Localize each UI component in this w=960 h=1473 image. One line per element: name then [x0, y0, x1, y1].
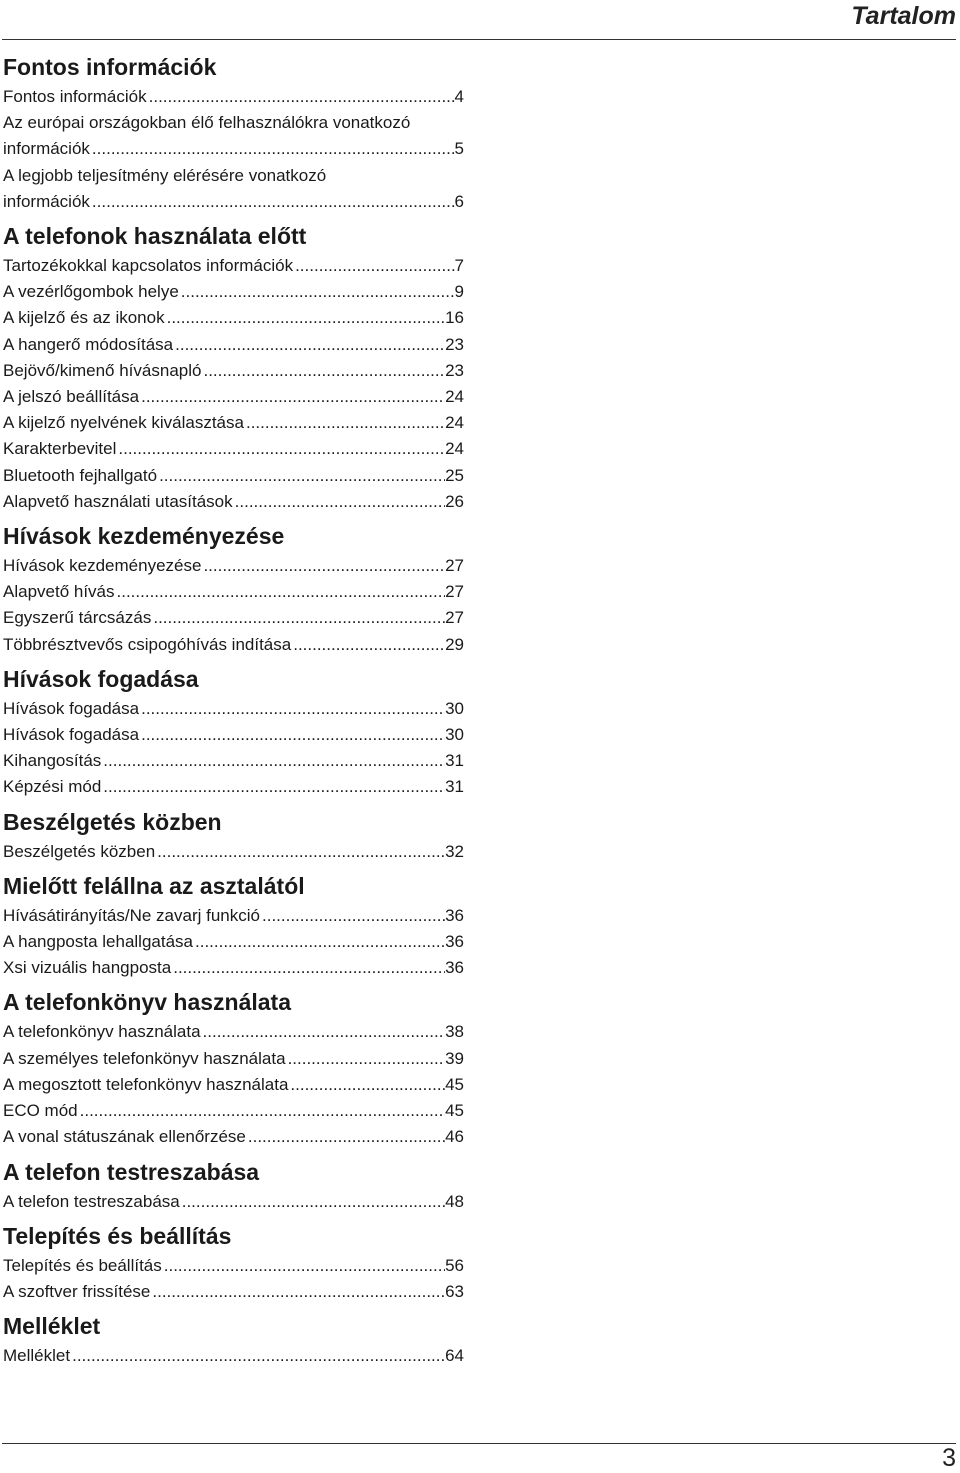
toc-entry[interactable] [3, 279, 464, 305]
page-header-title: Tartalom [851, 2, 956, 30]
toc-entry-page-number: 4 [454, 87, 464, 106]
toc-entry-title: Képzési mód [3, 777, 102, 797]
dot-leader [151, 605, 445, 631]
toc-entry-title: Beszélgetés közben [3, 841, 156, 861]
dot-leader [115, 579, 446, 605]
toc-entry[interactable] [3, 605, 464, 631]
dot-leader [293, 253, 454, 279]
toc-entry-page-number: 63 [445, 1281, 464, 1301]
section-title: A telefon testreszabása [3, 1158, 260, 1185]
toc-entry-page-number: 36 [445, 932, 464, 952]
toc-entry-page-number: 6 [454, 191, 464, 211]
toc-entry[interactable] [3, 84, 464, 110]
toc-entry-page-number: 9 [454, 282, 464, 302]
toc-entry[interactable] [3, 1279, 464, 1305]
dot-leader [155, 839, 445, 865]
toc-entry-title: A kijelző és az ikonok [3, 308, 165, 328]
section-title: Telepítés és beállítás [3, 1222, 232, 1249]
dot-leader [201, 553, 445, 579]
dot-leader [201, 358, 445, 384]
toc-entry[interactable] [3, 1343, 464, 1369]
toc-entry[interactable] [3, 436, 464, 462]
dot-leader [101, 748, 445, 774]
toc-entry[interactable] [3, 489, 464, 515]
toc-entry-title: Hívások kezdeményezése [3, 556, 202, 576]
toc-entry-title: Hívásátirányítás/Ne zavarj funkció [3, 905, 260, 925]
dot-leader [193, 929, 445, 955]
toc-entry-title: információk [3, 139, 90, 159]
dot-leader [171, 955, 445, 981]
toc-entry-page-number: 27 [445, 582, 464, 602]
toc-entry-page-number: 27 [445, 556, 464, 576]
section-title: A telefonkönyv használata [3, 989, 292, 1016]
toc-entry-page-number: 32 [445, 841, 464, 861]
toc-entry-page-number: 56 [445, 1255, 464, 1275]
toc-entry-first-line: A legjobb teljesítmény elérésére vonatkozó [3, 165, 327, 185]
toc-entry[interactable] [3, 696, 464, 722]
toc-entry-page-number: 16 [445, 308, 464, 328]
toc-entry-title: A kijelző nyelvének kiválasztása [3, 413, 244, 433]
toc-entry-page-number: 27 [445, 608, 464, 628]
toc-entry[interactable] [3, 410, 464, 436]
toc-entry-page-number: 36 [445, 905, 464, 925]
toc-entry-title: Karakterbevitel [3, 439, 117, 459]
dot-leader [78, 1098, 445, 1124]
toc-entry-title: Kihangosítás [3, 751, 102, 771]
dot-leader [233, 489, 445, 515]
toc-entry[interactable] [3, 579, 464, 605]
dot-leader [201, 1019, 446, 1045]
dot-leader [173, 332, 445, 358]
toc-entry[interactable] [3, 163, 464, 215]
toc-entry-first-line: Az európai országokban élő felhasználókra vonatkozó [3, 113, 411, 133]
toc-entry-page-number: 30 [445, 698, 464, 718]
toc-entry-page-number: 39 [445, 1048, 464, 1068]
toc-entry[interactable] [3, 929, 464, 955]
toc-entry[interactable] [3, 1019, 464, 1045]
toc-entry-page-number: 38 [445, 1022, 464, 1042]
dot-leader [147, 84, 455, 110]
toc-entry-title: Hívások fogadása [3, 725, 140, 745]
table-of-contents [3, 50, 464, 1369]
dot-leader [139, 722, 445, 748]
dot-leader [139, 384, 445, 410]
toc-entry-title: A vonal státuszának ellenőrzése [3, 1127, 246, 1147]
dot-leader [246, 1124, 445, 1150]
toc-entry-title: információk [3, 191, 90, 211]
toc-entry[interactable] [3, 384, 464, 410]
dot-leader [150, 1279, 445, 1305]
dot-leader [244, 410, 445, 436]
toc-entry-page-number: 48 [445, 1191, 464, 1211]
dot-leader [157, 463, 445, 489]
toc-entry[interactable] [3, 253, 464, 279]
toc-entry-page-number: 24 [445, 387, 464, 407]
toc-entry-page-number: 23 [445, 360, 464, 380]
toc-entry[interactable] [3, 1253, 464, 1279]
toc-entry-page-number: 31 [445, 777, 464, 797]
toc-entry-title: Egyszerű tárcsázás [3, 608, 152, 628]
toc-entry-title: Tartozékokkal kapcsolatos információk [3, 256, 294, 276]
toc-entry[interactable] [3, 358, 464, 384]
dot-leader [179, 279, 455, 305]
section-title: Fontos információk [3, 54, 217, 80]
toc-entry-page-number: 30 [445, 725, 464, 745]
dot-leader [165, 305, 445, 331]
toc-entry[interactable] [3, 305, 464, 331]
toc-entry-page-number: 64 [445, 1346, 464, 1366]
toc-entry-page-number: 45 [445, 1101, 464, 1121]
toc-entry-page-number: 26 [445, 491, 464, 511]
toc-entry[interactable] [3, 748, 464, 774]
toc-entry[interactable] [3, 839, 464, 865]
toc-entry-title: Bejövő/kimenő hívásnapló [3, 360, 202, 380]
toc-entry-title: ECO mód [3, 1101, 78, 1121]
toc-entry-page-number: 45 [445, 1074, 464, 1094]
toc-entry[interactable] [3, 903, 464, 929]
section-title: Hívások kezdeményezése [3, 523, 285, 550]
dot-leader [116, 436, 445, 462]
toc-entry-page-number: 36 [445, 958, 464, 978]
dot-leader [291, 632, 445, 658]
toc-entry-page-number: 23 [445, 334, 464, 354]
toc-entry-title: A hangposta lehallgatása [3, 932, 193, 952]
toc-entry-title: Melléklet [3, 1346, 71, 1366]
toc-entry[interactable] [3, 955, 464, 981]
toc-entry-title: A vezérlőgombok helye [3, 282, 179, 302]
toc-entry[interactable] [3, 774, 464, 800]
toc-entry[interactable] [3, 553, 464, 579]
toc-entry[interactable] [3, 463, 464, 489]
toc-entry-page-number: 24 [445, 413, 464, 433]
toc-entry-title: A telefon testreszabása [3, 1191, 180, 1211]
dot-leader [288, 1072, 445, 1098]
toc-entry-title: A hangerő módosítása [3, 334, 174, 354]
section-title: Hívások fogadása [3, 665, 199, 692]
toc-entry-title: Alapvető használati utasítások [3, 491, 233, 511]
section-title: Melléklet [3, 1313, 101, 1340]
dot-leader [70, 1343, 445, 1369]
toc-entry-page-number: 5 [454, 139, 464, 159]
toc-entry-page-number: 31 [445, 751, 464, 771]
dot-leader [90, 136, 455, 162]
toc-entry-title: A telefonkönyv használata [3, 1022, 201, 1042]
dot-leader [260, 903, 445, 929]
toc-entry-title: A megosztott telefonkönyv használata [3, 1074, 289, 1094]
toc-entry[interactable] [3, 1124, 464, 1150]
toc-entry-title: A jelszó beállítása [3, 387, 140, 407]
dot-leader [101, 774, 445, 800]
toc-entry-title: Telepítés és beállítás [3, 1255, 162, 1275]
toc-entry-page-number: 7 [454, 256, 464, 276]
toc-entry-page-number: 46 [445, 1127, 464, 1147]
page-number: 3 [942, 1444, 956, 1472]
toc-entry-title: A szoftver frissítése [3, 1281, 151, 1301]
section-title: Mielőtt felállna az asztalától [3, 872, 305, 899]
footer-divider [2, 1443, 956, 1444]
toc-entry[interactable] [3, 1072, 464, 1098]
toc-entry[interactable] [3, 1046, 464, 1072]
toc-entry-title: Bluetooth fejhallgató [3, 465, 158, 485]
dot-leader [139, 696, 445, 722]
dot-leader [286, 1046, 446, 1072]
toc-entry-title: A személyes telefonkönyv használata [3, 1048, 286, 1068]
toc-entry-page-number: 25 [445, 465, 464, 485]
dot-leader [90, 189, 455, 215]
toc-entry[interactable] [3, 332, 464, 358]
dot-leader [180, 1189, 445, 1215]
toc-entry-title: Hívások fogadása [3, 698, 140, 718]
section-title: A telefonok használata előtt [3, 223, 307, 250]
header-divider [2, 39, 956, 40]
toc-entry-title: Alapvető hívás [3, 582, 115, 602]
toc-entry-last-line[interactable] [3, 136, 464, 162]
dot-leader [162, 1253, 445, 1279]
toc-entry-title: Xsi vizuális hangposta [3, 958, 172, 978]
toc-entry-last-line[interactable] [3, 189, 464, 215]
toc-entry-page-number: 24 [445, 439, 464, 459]
toc-entry[interactable] [3, 1189, 464, 1215]
section-title: Beszélgetés közben [3, 808, 222, 835]
toc-entry-page-number: 29 [445, 634, 464, 654]
toc-entry[interactable] [3, 632, 464, 658]
toc-entry-title: Többrésztvevős csipogóhívás indítása [3, 634, 292, 654]
toc-entry[interactable] [3, 110, 464, 162]
toc-entry[interactable] [3, 1098, 464, 1124]
toc-entry[interactable] [3, 722, 464, 748]
toc-entry-title: Fontos információk [3, 87, 147, 106]
